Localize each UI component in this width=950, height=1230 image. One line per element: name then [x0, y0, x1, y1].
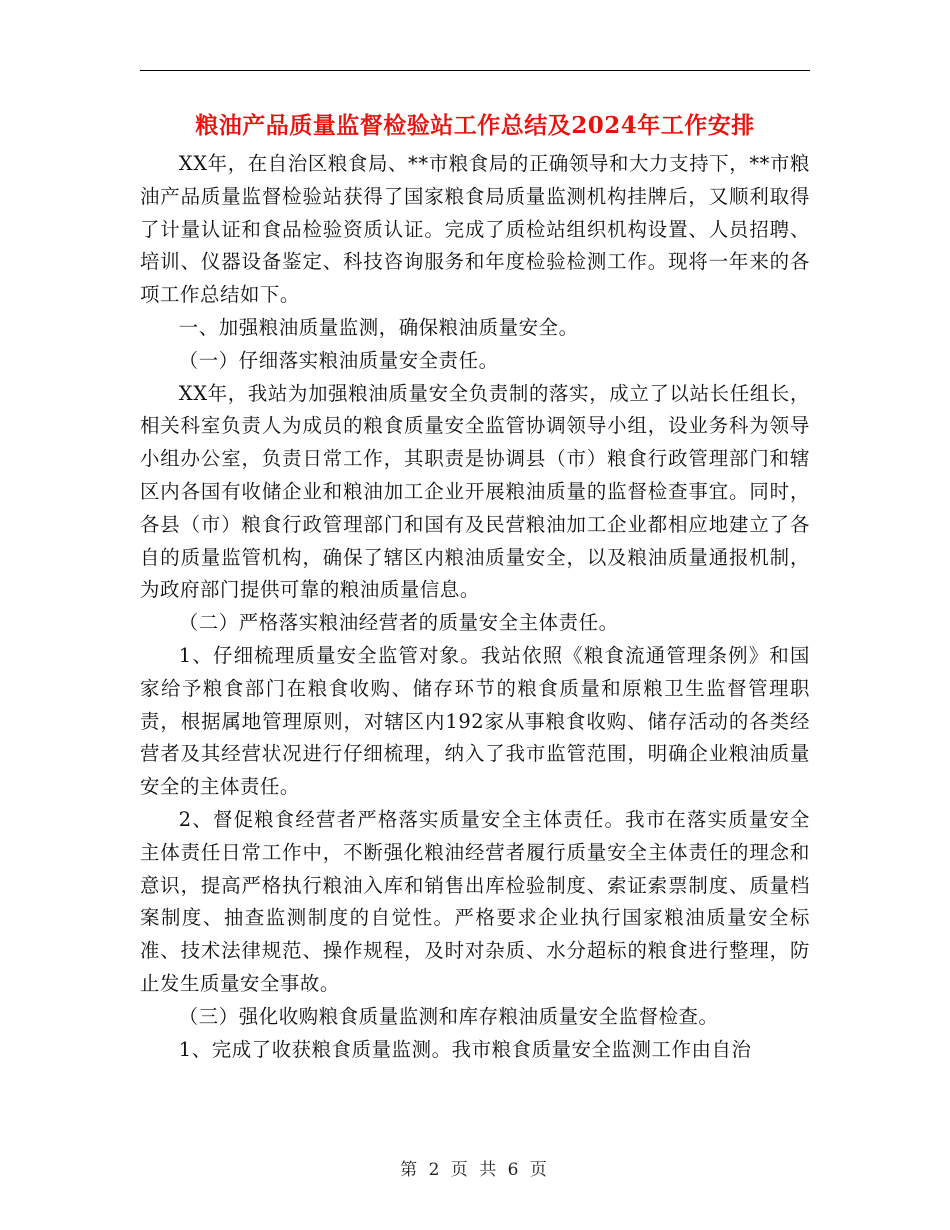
paragraph-item-1: 1、仔细梳理质量安全监管对象。我站依照《粮食流通管理条例》和国家给予粮食部门在粮食收购、储存环节的粮食质量和原粮卫生监督管理职责，根据属地管理原则，对辖区内192家从事粮食收购、储存活动的各类经营者及其经营状况进行仔细梳理，纳入了我市监管范围，明确企业粮油质量安全的主体责任。 [140, 643, 810, 799]
subheading-2: （二）严格落实粮油经营者的质量安全主体责任。 [178, 611, 619, 635]
subheading-3: （三）强化收购粮食质量监测和库存粮油质量安全监督检查。 [178, 1004, 719, 1028]
header-rule [140, 70, 810, 71]
document-title: 粮油产品质量监督检验站工作总结及2024年工作安排 [195, 112, 755, 139]
paragraph-monitoring: 1、完成了收获粮食质量监测。我市粮食质量安全监测工作由自治 [178, 1037, 752, 1061]
paragraph-intro: XX年，在自治区粮食局、**市粮食局的正确领导和大力支持下，**市粮油产品质量监督检验站获得了国家粮食局质量监测机构挂牌后，又顺利取得了计量认证和食品检验资质认证。完成了质检站组织机构设置、人员招聘、培训、仪器设备鉴定、科技咨询服务和年度检验检测工作。现将一年来的各项工作总结如下。 [140, 152, 810, 307]
paragraph-item-2: 2、督促粮食经营者严格落实质量安全主体责任。我市在落实质量安全主体责任日常工作中，不断强化粮油经营者履行质量安全主体责任的理念和意识，提高严格执行粮油入库和销售出库检验制度、索证索票制度、质量档案制度、抽查监测制度的自觉性。严格要求企业执行国家粮油质量安全标准、技术法律规范、操作规程，及时对杂质、水分超标的粮食进行整理，防止发生质量安全事故。 [140, 807, 810, 995]
document-body [140, 148, 810, 1066]
page-number: 第 2 页 共 6 页 [400, 1160, 550, 1180]
heading-section-1: 一、加强粮油质量监测，确保粮油质量安全。 [178, 315, 579, 339]
paragraph-responsibility: XX年，我站为加强粮油质量安全负责制的落实，成立了以站长任组长，相关科室负责人为成员的粮食质量安全监管协调领导小组，设业务科为领导小组办公室，负责日常工作，其职责是协调县（市）粮食行政管理部门和辖区内各国有收储企业和粮油加工企业开展粮油质量的监督检查事宜。同时，各县（市）粮食行政管理部门和国有及民营粮油加工企业都相应地建立了各自的质量监管机构，确保了辖区内粮油质量安全，以及粮油质量通报机制，为政府部门提供可靠的粮油质量信息。 [140, 381, 810, 602]
subheading-1: （一）仔细落实粮油质量安全责任。 [178, 348, 499, 372]
